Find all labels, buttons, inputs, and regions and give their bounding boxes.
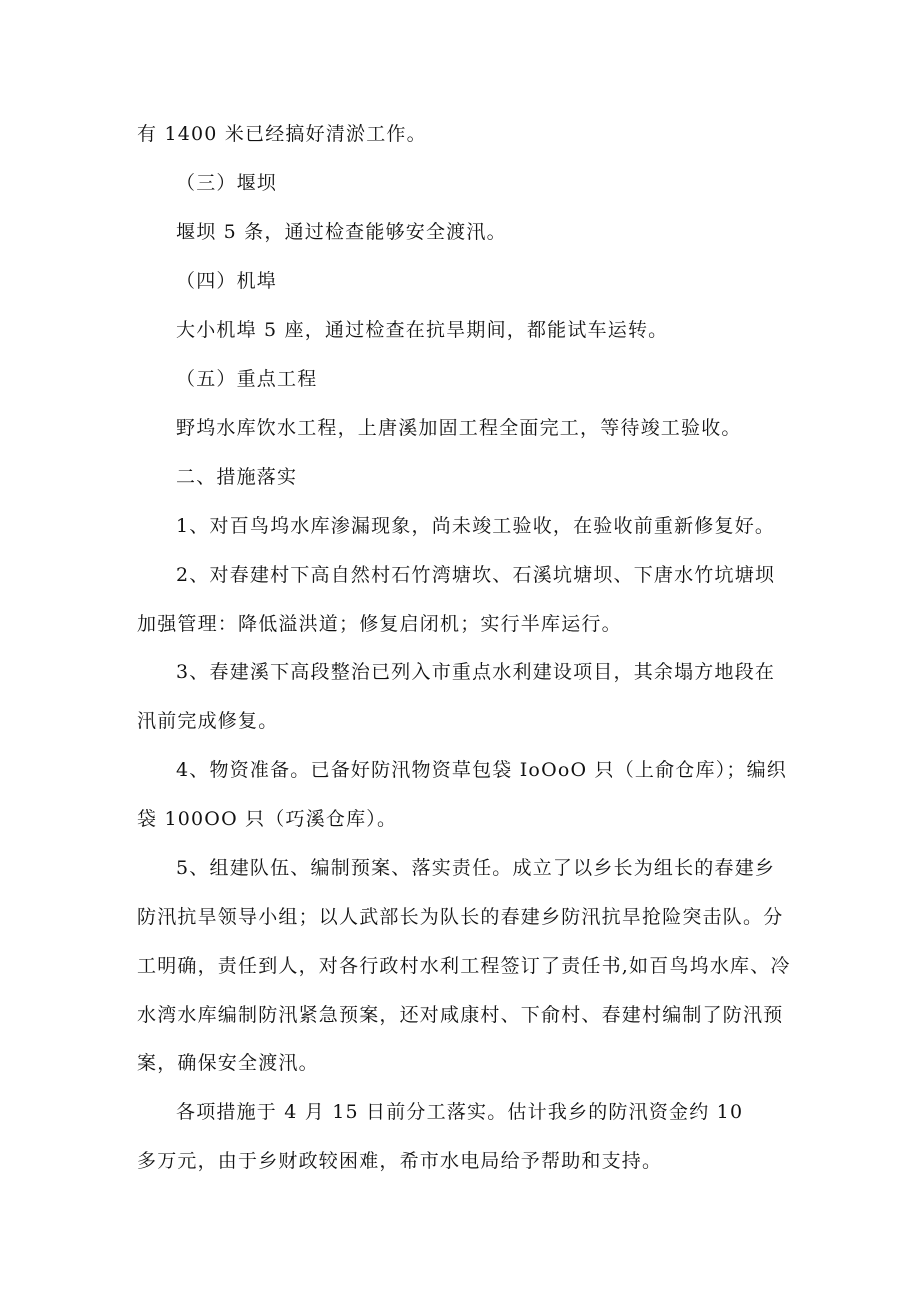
list-item-3: 3、春建溪下高段整治已列入市重点水利建设项目，其余塌方地段在: [176, 661, 776, 683]
section-heading-weir: （三）堰坝: [176, 172, 278, 194]
paragraph-line: 袋 100OO 只（巧溪仓库）。: [137, 808, 398, 830]
paragraph-line: 加强管理：降低溢洪道；修复启闭机；实行半库运行。: [137, 613, 622, 635]
section-heading-pump-station: （四）机埠: [176, 270, 278, 292]
paragraph-line: 汛前完成修复。: [137, 710, 279, 732]
paragraph-line: 工明确，责任到人，对各行政村水利工程签订了责任书,如百鸟坞水库、冷: [137, 955, 791, 977]
paragraph-line: 野坞水库饮水工程，上唐溪加固工程全面完工，等待竣工验收。: [176, 417, 742, 439]
list-item-2: 2、对春建村下高自然村石竹湾塘坎、石溪坑塘坝、下唐水竹坑塘坝: [176, 564, 776, 586]
paragraph-line: 案，确保安全渡汛。: [137, 1052, 319, 1074]
paragraph-line: 水湾水库编制防汛紧急预案，还对咸康村、下俞村、春建村编制了防汛预: [137, 1004, 784, 1026]
list-item-5: 5、组建队伍、编制预案、落实责任。成立了以乡长为组长的春建乡: [176, 857, 776, 879]
paragraph-line: 有 1400 米已经搞好清淤工作。: [137, 123, 427, 145]
paragraph-line: 多万元，由于乡财政较困难，希市水电局给予帮助和支持。: [137, 1150, 663, 1172]
section-heading-key-projects: （五）重点工程: [176, 368, 318, 390]
paragraph-line: 大小机埠 5 座，通过检查在抗旱期间，都能试车运转。: [176, 319, 669, 341]
paragraph-line: 防汛抗旱领导小组；以人武部长为队长的春建乡防汛抗旱抢险突击队。分: [137, 906, 784, 928]
paragraph-line: 堰坝 5 条，通过检查能够安全渡汛。: [176, 221, 507, 243]
list-item-1: 1、对百鸟坞水库渗漏现象，尚未竣工验收，在验收前重新修复好。: [176, 515, 776, 537]
section-heading-measures: 二、措施落实: [176, 466, 298, 488]
paragraph-line: 各项措施于 4 月 15 日前分工落实。估计我乡的防汛资金约 10: [176, 1101, 744, 1123]
list-item-4: 4、物资准备。已备好防汛物资草包袋 IoOoO 只（上俞仓库）；编织: [176, 759, 788, 781]
